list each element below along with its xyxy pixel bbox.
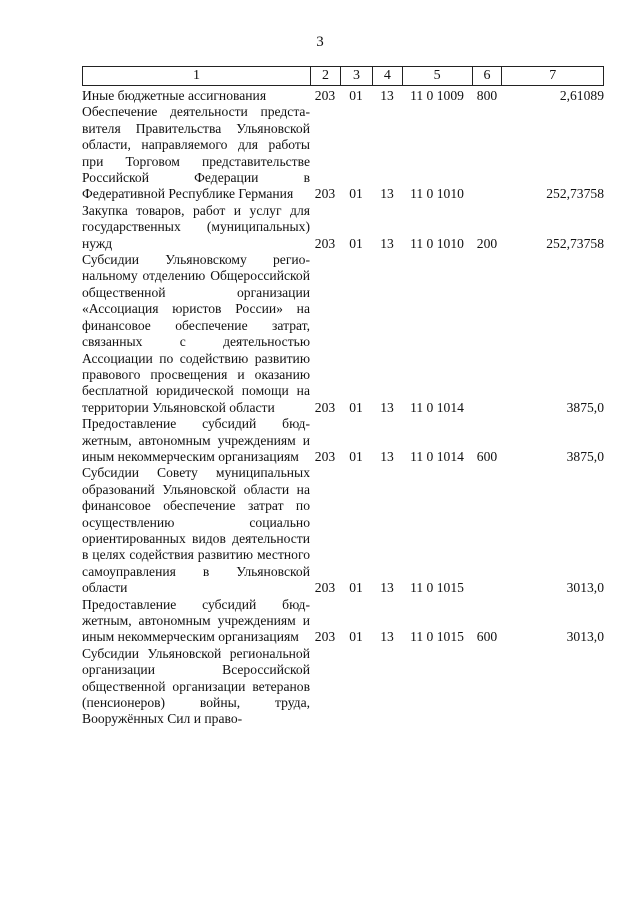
row-code-4: 13 [380,580,394,596]
row-code-5: 11 0 1015 [410,629,464,645]
row-code-2: 203 [314,186,336,202]
header-col-2: 2 [310,67,340,85]
row-code-2: 203 [314,399,336,415]
row-code-4: 13 [380,399,394,415]
header-col-3: 3 [340,67,372,85]
row-amount: 3013,0 [566,580,604,596]
table-row [82,104,604,202]
row-code-4: 13 [380,235,394,251]
row-code-4: 13 [380,88,394,103]
row-code-4: 13 [380,448,394,464]
table-row [82,416,604,465]
header-col-1: 1 [193,68,201,83]
header-col-7: 7 [501,67,603,85]
row-code-3: 01 [349,580,363,596]
table-row [82,252,604,416]
row-amount: 252,73758 [546,186,604,202]
table-row [82,88,604,104]
row-description: Обеспечение деятельности представителя Правительства Ульяновской области, направляемого для работы при Торговом представительстве Российской Федерации в Федеративной Республике Германия [82,104,310,202]
table-row [82,646,604,728]
header-col-4: 4 [372,67,402,85]
table-row [82,597,604,646]
row-code-3: 01 [349,448,363,464]
row-amount: 3875,0 [566,399,604,415]
row-code-2: 203 [314,580,336,596]
row-code-2: 203 [314,448,336,464]
row-code-5: 11 0 1014 [410,448,464,464]
row-code-5: 11 0 1009 [410,88,464,103]
budget-table [82,66,604,728]
row-description: Иные бюджетные ассигнования [82,88,267,103]
row-code-2: 203 [314,235,336,251]
row-description: Предоставление субсидий бюджетным, автономным учреждениям и иным некоммерческим организациям [82,416,310,464]
row-code-6: 600 [476,448,498,464]
row-description: Субсидии Ульяновскому региональному отделению Общероссийской общественной организации «Ассоциация юристов России» на финансовое обеспечение затрат, связанных с деятельностью Ассоциации по содействию развитию правового просвещения и оказанию бесплатной юридической помощи на территории Ульяновской области [82,252,310,415]
table-row [82,203,604,252]
row-code-3: 01 [349,629,363,645]
row-code-6: 800 [476,88,498,103]
table-header [82,66,604,86]
row-code-6: 600 [476,629,498,645]
row-code-4: 13 [380,186,394,202]
row-code-3: 01 [349,88,363,103]
row-code-3: 01 [349,186,363,202]
row-code-5: 11 0 1014 [410,399,464,415]
row-code-3: 01 [349,235,363,251]
row-description: Субсидии Совету муниципальных образований Ульяновской области на финансовое обеспечение затрат по осуществлению социально ориентированных видов деятельности в целях содействия развитию местного самоуправления в Ульяновской области [82,465,310,596]
row-code-5: 11 0 1010 [410,186,464,202]
header-col-6: 6 [472,67,502,85]
row-code-3: 01 [349,399,363,415]
row-amount: 3013,0 [566,629,604,645]
row-amount: 252,73758 [546,235,604,251]
page-number: 3 [316,34,324,50]
row-code-4: 13 [380,629,394,645]
row-code-2: 203 [314,88,336,103]
row-code-6: 200 [476,235,498,251]
row-code-2: 203 [314,629,336,645]
row-code-5: 11 0 1010 [410,235,464,251]
row-description: Предоставление субсидий бюджетным, автономным учреждениям и иным некоммерческим организациям [82,596,310,645]
row-amount: 2,61089 [559,88,604,103]
table-body [82,88,604,728]
row-description: Закупка товаров, работ и услуг для государственных (муниципальных) нужд [82,202,310,251]
row-amount: 3875,0 [566,448,604,464]
row-code-5: 11 0 1015 [410,580,464,596]
table-row [82,465,604,596]
header-col-5: 5 [402,67,472,85]
row-description: Субсидии Ульяновской региональной организации Всероссийской общественной организации ветеранов (пенсионеров) войны, труда, Вооружённых Сил и право- [82,645,310,727]
